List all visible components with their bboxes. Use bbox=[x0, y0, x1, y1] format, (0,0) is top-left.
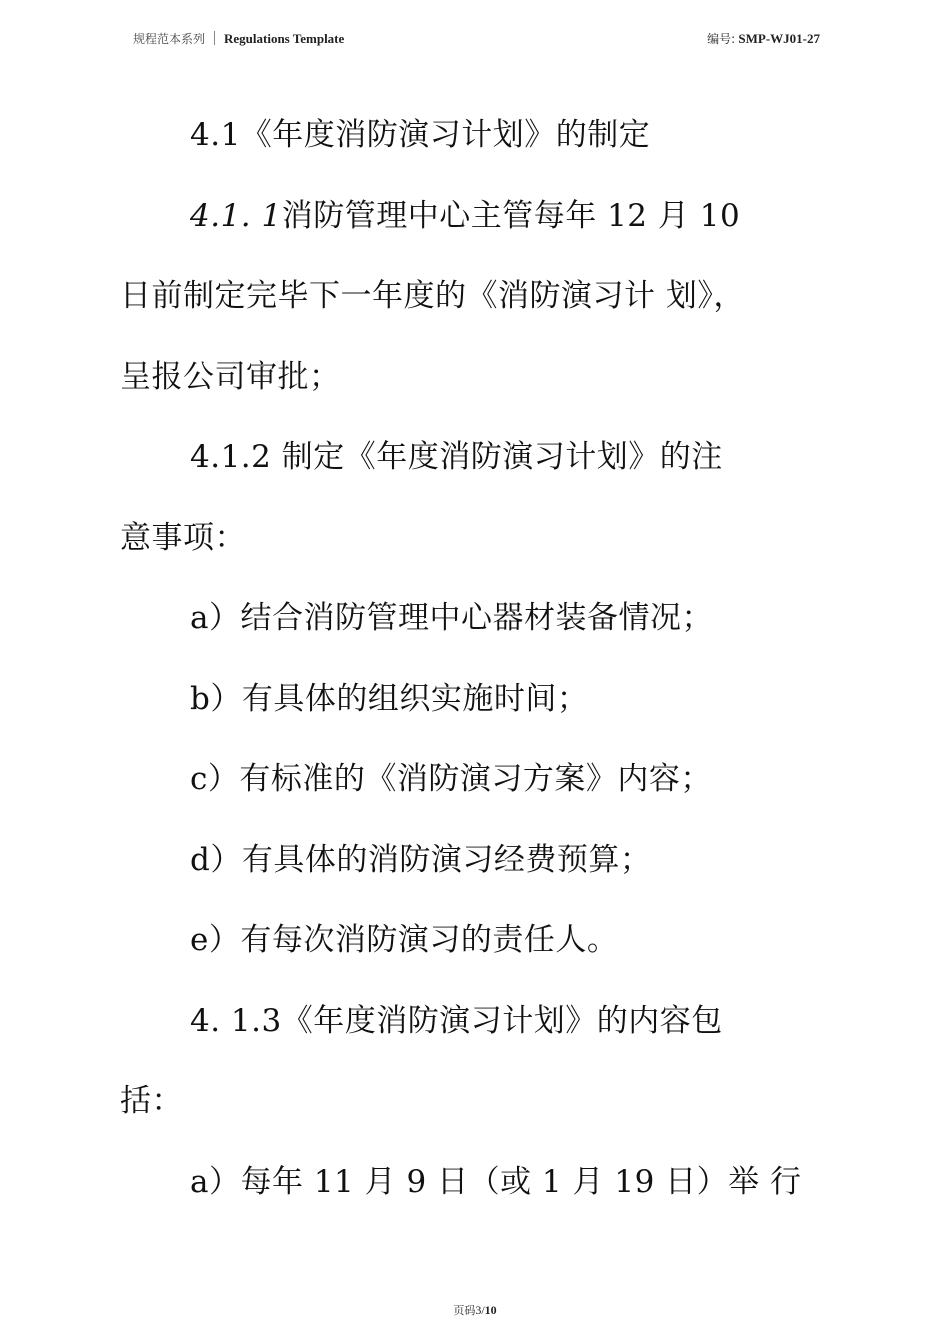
page-label: 页码 bbox=[453, 1304, 476, 1317]
paragraph-4-1-3-end: 括： bbox=[120, 1083, 183, 1119]
page-header bbox=[0, 0, 950, 60]
paragraph-4-1-1-end: 呈报公司审批； bbox=[120, 358, 341, 395]
list-item-c: c）有标准的《消防演习方案》内容； bbox=[190, 761, 712, 797]
section-heading-4-1: 4.1《年度消防演习计划》的制定 bbox=[190, 117, 651, 153]
template-name: Regulations Template bbox=[224, 31, 345, 46]
list-item-a: a）结合消防管理中心器材装备情况； bbox=[190, 600, 713, 636]
page-footer bbox=[0, 1302, 950, 1319]
clause-text-4-1-1: 消防管理中心主管每年 12 月 10 bbox=[281, 197, 741, 234]
header-left bbox=[133, 30, 344, 48]
content-item-a: a）每年 11 月 9 日（或 1 月 19 日）举 行 bbox=[190, 1163, 802, 1200]
paragraph-4-1-2-end: 意事项： bbox=[120, 519, 246, 556]
paragraph-4-1-1-start bbox=[120, 176, 830, 257]
document-body bbox=[120, 95, 830, 1222]
code-label: 编号: bbox=[707, 32, 736, 46]
page-current: 3 bbox=[475, 1303, 482, 1317]
list-item-b: b）有具体的组织实施时间； bbox=[190, 680, 589, 717]
clause-number-4-1-1: 4.1. 1 bbox=[190, 197, 282, 234]
list-item-d: d）有具体的消防演习经费预算； bbox=[190, 841, 652, 878]
paragraph-4-1-2-start: 4.1.2 制定《年度消防演习计划》的注 bbox=[190, 439, 723, 475]
paragraph-4-1-1-cont: 日前制定完毕下一年度的《消防演习计 划》， bbox=[120, 278, 745, 314]
header-divider bbox=[214, 31, 215, 45]
page-slash: / bbox=[481, 1303, 485, 1317]
series-name: 规程范本系列 bbox=[133, 32, 206, 46]
document-code bbox=[707, 30, 820, 48]
paragraph-4-1-3-start: 4. 1.3《年度消防演习计划》的内容包 bbox=[190, 1002, 723, 1039]
list-item-e: e）有每次消防演习的责任人。 bbox=[190, 922, 619, 958]
page-total: 10 bbox=[484, 1303, 497, 1317]
code-value: SMP-WJ01-27 bbox=[738, 31, 820, 46]
